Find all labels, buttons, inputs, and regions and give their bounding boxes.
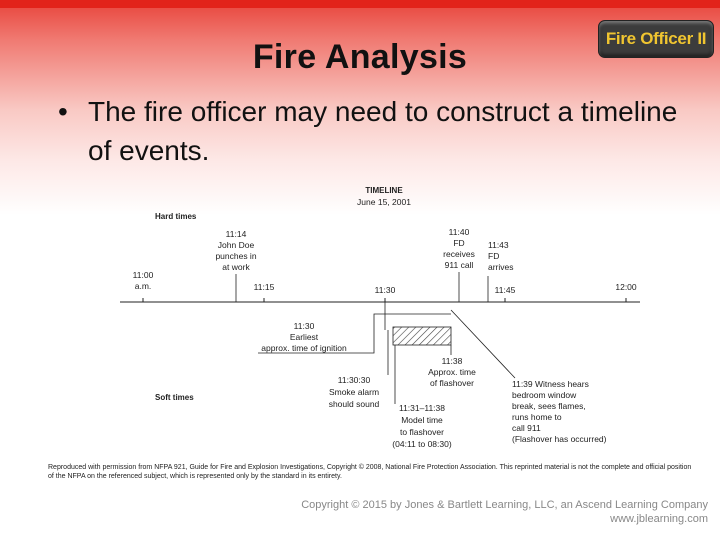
event-1130 [258, 314, 385, 353]
tick-label-1200: 12:00 [615, 282, 637, 292]
event-1114 [215, 229, 256, 302]
event-1140-line: FD [453, 238, 465, 248]
event-1130-line: 11:30 [293, 321, 315, 331]
event-113030-line: Smoke alarm [328, 387, 380, 397]
soft-times-label: Soft times [155, 393, 194, 402]
copyright-footer [301, 498, 708, 526]
timeline-heading: TIMELINE [365, 186, 403, 195]
model-time-line: Model time [401, 415, 443, 425]
event-113030 [329, 330, 388, 409]
event-1114-line: punches in [215, 251, 257, 261]
website-link: www.jblearning.com [610, 513, 708, 525]
badge-label: Fire Officer II [605, 29, 707, 48]
event-1140-line: receives [443, 249, 475, 259]
flashover-model-box [393, 327, 451, 345]
event-1138-line: Approx. time [428, 367, 476, 377]
event-1139-line: 11:39 Witness hears [512, 379, 589, 389]
event-1143-line: arrives [488, 262, 514, 272]
tick-label-1145: 11:45 [494, 285, 516, 295]
event-1138-line: 11:38 [441, 356, 463, 366]
timeline-date: June 15, 2001 [357, 197, 411, 207]
event-1138-line: of flashover [430, 378, 474, 388]
event-1139-line: call 911 [512, 423, 541, 433]
event-1139 [451, 310, 607, 444]
event-1139-line: (Flashover has occurred) [512, 434, 607, 444]
event-1139-line: runs home to [512, 412, 562, 422]
event-1114-line: at work [222, 262, 250, 272]
event-1140-line: 11:40 [448, 227, 470, 237]
model-time-line: (04:11 to 08:30) [392, 439, 452, 449]
event-113030-line: 11:30:30 [337, 375, 371, 385]
event-1143-line: FD [488, 251, 500, 261]
event-113030-line: should sound [328, 399, 380, 409]
event-1114-line: John Doe [217, 240, 255, 250]
copyright-line: Copyright © 2015 by Jones & Bartlett Learning, LLC, an Ascend Learning Company [301, 499, 708, 511]
event-1139-line: break, sees flames, [512, 401, 586, 411]
tick-label-1115: 11:15 [253, 282, 275, 292]
tick-label-1100: 11:00 [132, 270, 154, 280]
event-1114-line: 11:14 [225, 229, 247, 239]
source-credit: Reproduced with permission from NFPA 921, Guide for Fire and Explosion Investigations, Copyright © 2008, National Fire Protection Association. This reprinted material is not the complete and official position of the NFPA on the referenced subject, which is represented only by the standard in its entirety. [48, 464, 692, 480]
event-1130-line: approx. time of ignition [261, 343, 347, 353]
tick-label-am: a.m. [134, 281, 152, 291]
event-1140 [443, 227, 475, 302]
hard-times-label: Hard times [155, 212, 197, 221]
model-time-line: to flashover [400, 427, 444, 437]
event-1140-line: 911 call [444, 260, 474, 270]
bullet-text: The fire officer may need to construct a timeline of events. [88, 96, 678, 166]
bullet-dot: • [58, 96, 68, 127]
event-1143-line: 11:43 [488, 240, 509, 250]
slide-title: Fire Analysis [252, 38, 468, 76]
event-1139-line: bedroom window [512, 390, 577, 400]
tick-label-1130: 11:30 [374, 285, 396, 295]
event-1130-line: Earliest [289, 332, 319, 342]
model-time-line: 11:31–11:38 [398, 403, 446, 413]
event-1138 [428, 345, 476, 388]
